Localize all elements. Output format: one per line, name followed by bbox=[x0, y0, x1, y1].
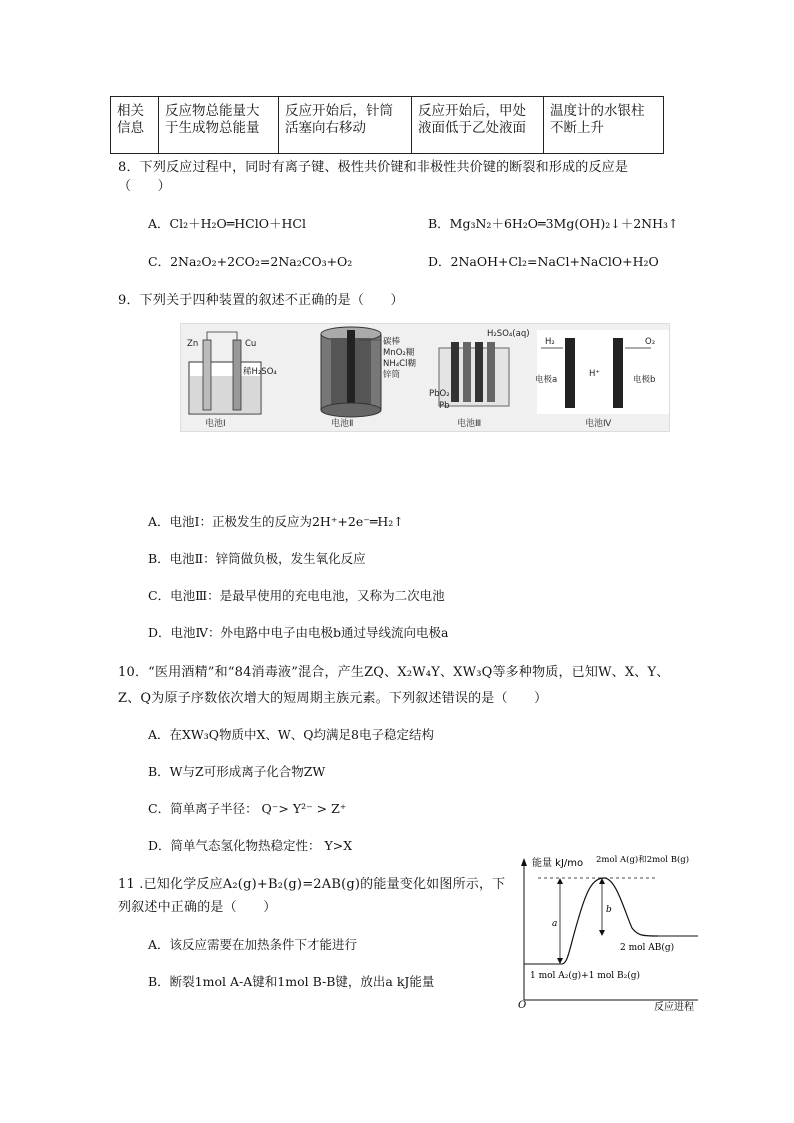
q11-option-b: B．断裂1mol A-A键和1mol B-B键，放出a kJ能量 bbox=[148, 974, 435, 989]
q10-option-b: B．W与Z可形成离子化合物ZW bbox=[148, 764, 326, 779]
cell-3-diagram bbox=[429, 329, 530, 429]
energy-peak-label: 2mol A(g)和2mol B(g) bbox=[596, 855, 690, 865]
cell3-acid-label: H₂SO₄(aq) bbox=[487, 329, 530, 339]
q10-option-d: D．简单气态氢化物热稳定性： Y>X bbox=[148, 838, 353, 853]
q11-stem-line1: 11 .已知化学反应A₂(g)+B₂(g)=2AB(g)的能量变化如图所示，下 bbox=[118, 877, 506, 892]
table-cell: 温度计的水银柱不断上升 bbox=[550, 103, 645, 136]
cell4-h2-label: H₂ bbox=[545, 337, 555, 347]
q8-option-c: C．2Na₂O₂+2CO₂=2Na₂CO₃+O₂ bbox=[148, 254, 353, 269]
q11-option-a: A．该反应需要在加热条件下才能进行 bbox=[148, 937, 358, 952]
energy-x-label: 反应进程 bbox=[654, 1002, 694, 1012]
energy-b-label: b bbox=[606, 905, 612, 915]
cell3-pbo2-label: PbO₂ bbox=[429, 389, 450, 399]
energy-reactant-label: 1 mol A₂(g)+1 mol B₂(g) bbox=[530, 971, 640, 981]
cell2-label-2: MnO₂糊 bbox=[383, 348, 415, 358]
cell1-caption: 电池Ⅰ bbox=[205, 419, 226, 429]
cell4-o2-label: O₂ bbox=[645, 337, 656, 347]
cell1-zn-label: Zn bbox=[187, 339, 199, 349]
q10-stem-line2: Z、Q为原子序数依次增大的短周期主族元素。下列叙述错误的是（ ） bbox=[118, 691, 548, 706]
q8-option-b: B．Mg₃N₂＋6H₂O═3Mg(OH)₂↓＋2NH₃↑ bbox=[428, 216, 679, 231]
cell2-label-4: 锌筒 bbox=[383, 370, 401, 380]
q9-option-a: A．电池Ⅰ：正极发生的反应为2H⁺+2e⁻═H₂↑ bbox=[148, 514, 404, 529]
cell2-label-3: NH₄Cl糊 bbox=[383, 359, 416, 369]
cell3-caption: 电池Ⅲ bbox=[457, 419, 482, 429]
q10-option-c: C．简单离子半径： Q⁻> Y²⁻ > Z⁺ bbox=[148, 801, 347, 816]
cell4-electrode-a-label: 电极a bbox=[535, 375, 558, 385]
table-cell: 反应开始后，甲处液面低于乙处液面 bbox=[412, 97, 544, 153]
energy-a-label: a bbox=[552, 919, 558, 929]
cell4-h-label: H⁺ bbox=[589, 369, 600, 379]
battery-figure bbox=[180, 323, 670, 432]
q11-stem-line2: 列叙述中正确的是（ ） bbox=[118, 900, 277, 915]
cell2-caption: 电池Ⅱ bbox=[331, 419, 354, 429]
table-cell: 相关信息 bbox=[111, 97, 159, 153]
energy-diagram bbox=[508, 850, 708, 1012]
cell1-cu-label: Cu bbox=[245, 339, 257, 349]
cell4-caption: 电池Ⅳ bbox=[585, 419, 612, 429]
cell-2-diagram bbox=[321, 327, 416, 429]
table-cell: 反应物总能量大于生成物总能量 bbox=[159, 97, 279, 153]
q9-stem: 9．下列关于四种装置的叙述不正确的是（ ） bbox=[118, 293, 404, 308]
cell4-electrode-b-label: 电极b bbox=[633, 375, 656, 385]
q8-option-d: D．2NaOH+Cl₂=NaCl+NaClO+H₂O bbox=[428, 254, 659, 269]
q9-option-b: B．电池Ⅱ：锌筒做负极，发生氧化反应 bbox=[148, 551, 366, 566]
table-cell: 反应开始后，针筒活塞向右移动 bbox=[279, 97, 412, 153]
cell-4-diagram bbox=[535, 330, 669, 429]
q8-paren: （ ） bbox=[118, 179, 171, 194]
q8-stem: 8．下列反应过程中，同时有离子键、极性共价键和非极性共价键的断裂和形成的反应是 bbox=[118, 160, 629, 175]
energy-product-label: 2 mol AB(g) bbox=[620, 943, 675, 953]
energy-y-label: 能量 kJ/mo bbox=[532, 858, 584, 869]
q9-option-c: C．电池Ⅲ：是最早使用的充电电池，又称为二次电池 bbox=[148, 588, 445, 603]
cell-1-diagram bbox=[187, 332, 277, 429]
energy-origin-label: O bbox=[518, 1000, 527, 1011]
cell3-pb-label: Pb bbox=[439, 401, 450, 411]
q10-option-a: A．在XW₃Q物质中X、W、Q均满足8电子稳定结构 bbox=[148, 727, 434, 742]
cell1-acid-label: 稀H₂SO₄ bbox=[243, 367, 277, 377]
q8-option-a: A．Cl₂＋H₂O═HClO＋HCl bbox=[148, 216, 306, 231]
q10-stem-line1: 10．“医用酒精”和“84消毒液”混合，产生ZQ、X₂W₄Y、XW₃Q等多种物质，已知W、X、Y、 bbox=[118, 665, 670, 680]
info-table bbox=[110, 96, 664, 154]
q9-option-d: D．电池Ⅳ：外电路中电子由电极b通过导线流向电极a bbox=[148, 625, 449, 640]
cell2-label-1: 碳棒 bbox=[383, 337, 401, 347]
